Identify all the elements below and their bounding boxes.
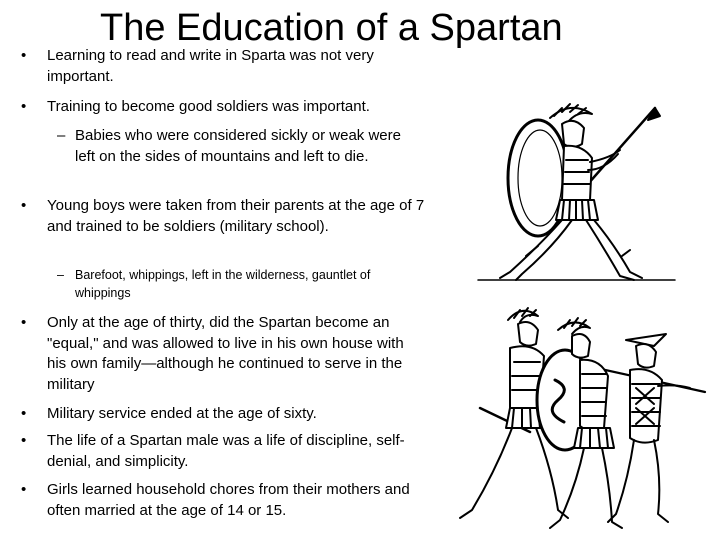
- bullet-marker: •: [21, 405, 27, 422]
- sub-bullet-text: Babies who were considered sickly or weak were left on the sides of mountains and left to die.: [75, 127, 401, 165]
- sub-bullet-item: [57, 266, 415, 302]
- bullet-text: Training to become good soldiers was important.: [47, 98, 370, 115]
- sub-bullet-item: [57, 126, 415, 167]
- bullet-item: [21, 46, 425, 87]
- sub-bullet-text: Barefoot, whippings, left in the wilderness, gauntlet of whippings: [75, 268, 371, 300]
- bullet-text: Military service ended at the age of sixty.: [47, 405, 317, 422]
- slide-title: The Education of a Spartan: [100, 7, 563, 49]
- bullet-marker: •: [21, 47, 27, 64]
- bullet-item: [21, 431, 425, 472]
- bullet-marker: •: [21, 432, 27, 449]
- bullet-text: Only at the age of thirty, did the Spartan become an "equal," and was allowed to live in his own house with his own family—although he continued to serve in the military: [47, 314, 404, 393]
- warrior-spear-drawing: [470, 100, 680, 290]
- bullet-marker: •: [21, 481, 27, 498]
- warriors-group-drawing: [440, 300, 710, 535]
- bullet-item: [21, 313, 425, 395]
- bullet-item: [21, 196, 425, 237]
- bullet-text: Girls learned household chores from their mothers and often married at the age of 14 or 15.: [47, 481, 410, 519]
- bullet-marker: •: [21, 314, 27, 331]
- spartan-warriors-group: [440, 300, 710, 535]
- bullet-text: Learning to read and write in Sparta was not very important.: [47, 47, 374, 85]
- bullet-marker: •: [21, 197, 27, 214]
- spartan-warrior-with-spear: [470, 100, 680, 290]
- bullet-item: [21, 404, 425, 425]
- bullet-marker: •: [21, 98, 27, 115]
- bullet-text: The life of a Spartan male was a life of discipline, self-denial, and simplicity.: [47, 432, 405, 470]
- sub-bullet-marker: –: [57, 127, 66, 144]
- bullet-item: [21, 97, 425, 118]
- bullet-item: [21, 480, 425, 521]
- bullet-text: Young boys were taken from their parents at the age of 7 and trained to be soldiers (military school).: [47, 197, 425, 235]
- sub-bullet-marker: –: [57, 268, 64, 282]
